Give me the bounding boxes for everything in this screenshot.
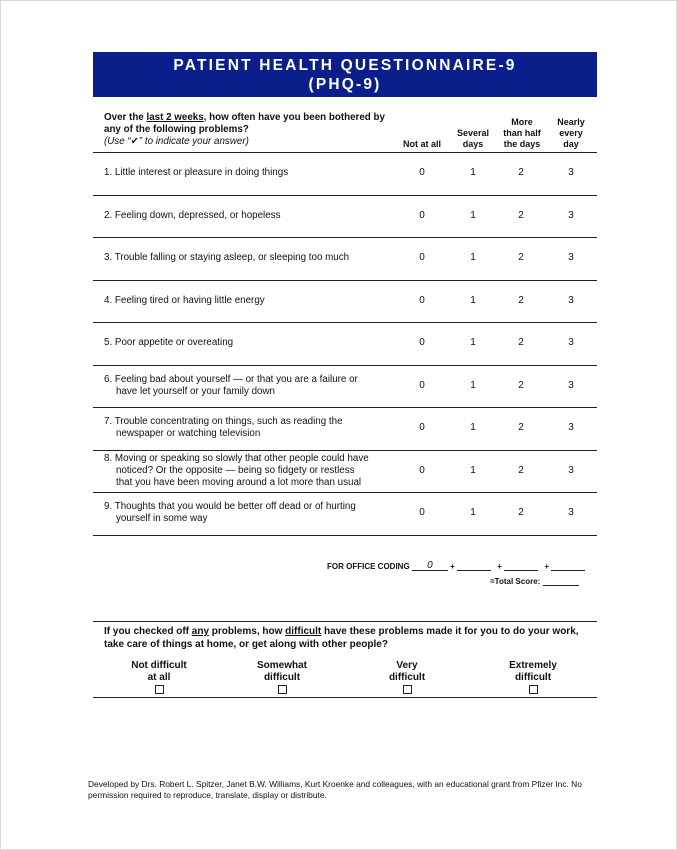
item-text (104, 252, 399, 264)
intro-text-after: , how often have you been bothered by any of the following problems? (104, 112, 385, 135)
item-text (104, 167, 399, 179)
answer-option-2[interactable]: 2 (518, 252, 524, 264)
item-text (104, 453, 399, 489)
item-number: 3. (104, 252, 113, 264)
item-label: Trouble falling or staying asleep, or sleeping too much (114, 252, 350, 264)
intro-underlined: last 2 weeks (146, 112, 204, 123)
row-divider (93, 407, 597, 408)
answer-option-3[interactable]: 3 (568, 379, 574, 391)
intro-text-before: Over the (104, 112, 147, 123)
difficulty-question (104, 626, 584, 651)
column-header-line: More (511, 117, 533, 127)
office-coding-value-1: 0 (427, 560, 433, 571)
answer-option-3[interactable]: 3 (568, 507, 574, 519)
plus-sign: + (544, 562, 550, 571)
answer-option-3[interactable]: 3 (568, 422, 574, 434)
intro-note: (Use “✔” to indicate your answer) (104, 136, 249, 147)
difficulty-bottom-divider (93, 697, 597, 698)
answer-option-0[interactable]: 0 (419, 422, 425, 434)
option-line: difficult (388, 671, 426, 683)
header-divider (93, 152, 597, 153)
column-header-line: days (462, 139, 484, 149)
answer-option-1[interactable]: 1 (470, 337, 476, 349)
answer-option-2[interactable]: 2 (518, 209, 524, 221)
answer-option-1[interactable]: 1 (470, 464, 476, 476)
row-divider (93, 237, 597, 238)
item-number: 9. (104, 501, 113, 513)
answer-option-3[interactable]: 3 (568, 464, 574, 476)
answer-option-2[interactable]: 2 (518, 337, 524, 349)
item-text (104, 210, 399, 222)
row-divider (93, 280, 597, 281)
table-header (104, 110, 596, 154)
footer-credit: Developed by Drs. Robert L. Spitzer, Janet B.W. Williams, Kurt Kroenke and colleagues, with an educational grant from Pfizer Inc. No permission required to reproduce, translate, display or distribute. (88, 779, 582, 800)
answer-option-0[interactable]: 0 (419, 464, 425, 476)
item-label-continued: noticed? Or the opposite — being so fidgety or restless (116, 464, 355, 476)
item-text (104, 295, 399, 307)
answer-option-2[interactable]: 2 (518, 167, 524, 179)
item-label-continued: newspaper or watching television (116, 428, 261, 440)
checkbox[interactable] (278, 685, 287, 694)
item-number: 5. (104, 337, 113, 349)
answer-option-0[interactable]: 0 (419, 167, 425, 179)
plus-sign: + (450, 562, 455, 571)
answer-option-1[interactable]: 1 (470, 422, 476, 434)
difficulty-text: If you checked off (104, 626, 192, 637)
item-text (104, 416, 399, 440)
item-label-continued: have let yourself or your family down (116, 385, 275, 397)
answer-option-1[interactable]: 1 (470, 379, 476, 391)
total-score-label: =Total Score: (490, 577, 541, 586)
answer-option-0[interactable]: 0 (419, 507, 425, 519)
column-header-line: than half (503, 128, 541, 138)
item-number: 7. (104, 416, 113, 428)
answer-option-2[interactable]: 2 (518, 464, 524, 476)
item-label: Feeling tired or having little energy (114, 294, 265, 306)
row-divider (93, 450, 597, 451)
questionnaire-title (93, 52, 597, 97)
column-header-not-at-all (398, 139, 446, 150)
item-text (104, 374, 399, 398)
column-header-line: Not at all (402, 139, 441, 149)
item-label-continued: yourself in some way (116, 513, 208, 525)
title-line-1: PATIENT HEALTH QUESTIONNAIRE-9 (173, 57, 517, 74)
answer-option-2[interactable]: 2 (518, 507, 524, 519)
column-header-several-days (452, 128, 494, 150)
difficulty-option-extremely (483, 660, 583, 698)
row-divider (93, 535, 597, 536)
column-header-line: Nearly (557, 117, 585, 127)
answer-option-3[interactable]: 3 (568, 167, 574, 179)
question-intro (104, 112, 404, 148)
column-header-line: day (563, 139, 579, 149)
answer-option-0[interactable]: 0 (419, 294, 425, 306)
column-header-more-than-half (497, 117, 547, 150)
difficulty-text: problems, how (209, 626, 286, 637)
answer-option-2[interactable]: 2 (518, 379, 524, 391)
item-label: Feeling down, depressed, or hopeless (114, 209, 281, 221)
option-line: Not difficult (131, 660, 187, 671)
office-coding-label: FOR OFFICE CODING (327, 562, 410, 571)
item-label: Trouble concentrating on things, such as reading the (114, 416, 343, 428)
item-number: 1. (104, 167, 113, 179)
office-coding-field-3[interactable] (504, 560, 538, 571)
difficulty-option-very (357, 660, 457, 698)
plus-sign: + (497, 562, 502, 571)
item-number: 4. (104, 294, 113, 306)
office-coding-field-1[interactable] (412, 560, 448, 571)
answer-option-3[interactable]: 3 (568, 294, 574, 306)
difficulty-option-not-difficult (109, 660, 209, 698)
checkbox[interactable] (403, 685, 412, 694)
item-text (104, 501, 399, 525)
item-label-continued: that you have been moving around a lot more than usual (116, 476, 362, 488)
total-score-field[interactable] (543, 575, 579, 586)
checkbox[interactable] (155, 685, 164, 694)
item-number: 2. (104, 209, 113, 221)
difficulty-any: any (191, 626, 210, 637)
answer-option-2[interactable]: 2 (518, 294, 524, 306)
option-line: Extremely (509, 660, 557, 671)
answer-option-2[interactable]: 2 (518, 422, 524, 434)
item-label: Feeling bad about yourself — or that you are a failure or (114, 373, 358, 385)
answer-option-0[interactable]: 0 (419, 337, 425, 349)
answer-option-1[interactable]: 1 (470, 209, 476, 221)
item-number: 6. (104, 373, 113, 385)
option-line: Somewhat (256, 660, 307, 671)
item-label: Moving or speaking so slowly that other people could have (114, 452, 369, 464)
answer-option-0[interactable]: 0 (419, 209, 425, 221)
answer-option-0[interactable]: 0 (419, 379, 425, 391)
item-label: Poor appetite or overeating (114, 337, 234, 349)
answer-option-3[interactable]: 3 (568, 209, 574, 221)
option-line: at all (147, 671, 171, 683)
title-line-2: (PHQ-9) (308, 76, 382, 93)
total-score-line (490, 575, 579, 586)
office-coding-line (327, 560, 585, 571)
column-header-line: every (559, 128, 583, 138)
answer-option-0[interactable]: 0 (419, 252, 425, 264)
answer-option-1[interactable]: 1 (470, 252, 476, 264)
column-header-line: Several (456, 128, 490, 138)
option-line: difficult (514, 671, 552, 683)
option-line: difficult (263, 671, 301, 683)
item-label: Little interest or pleasure in doing things (114, 167, 289, 179)
item-number: 8. (104, 452, 113, 464)
answer-option-1[interactable]: 1 (470, 507, 476, 519)
answer-option-1[interactable]: 1 (470, 294, 476, 306)
checkbox[interactable] (529, 685, 538, 694)
option-line: Very (396, 660, 418, 671)
answer-option-3[interactable]: 3 (568, 252, 574, 264)
row-divider (93, 365, 597, 366)
difficulty-top-divider (93, 621, 597, 622)
answer-option-1[interactable]: 1 (470, 167, 476, 179)
item-text (104, 337, 399, 349)
answer-option-3[interactable]: 3 (568, 337, 574, 349)
row-divider (93, 492, 597, 493)
difficulty-text: have these problems made it for you to do your work, take care of things at home, or get along with other people? (104, 626, 579, 650)
column-header-nearly-every-day (551, 117, 591, 150)
item-label: Thoughts that you would be better off dead or of hurting (114, 501, 356, 513)
column-header-line: the days (503, 139, 541, 149)
row-divider (93, 322, 597, 323)
office-coding-field-2[interactable] (457, 560, 491, 571)
row-divider (93, 195, 597, 196)
difficulty-difficult: difficult (285, 626, 322, 637)
office-coding-field-4[interactable] (551, 560, 585, 571)
difficulty-option-somewhat (232, 660, 332, 698)
